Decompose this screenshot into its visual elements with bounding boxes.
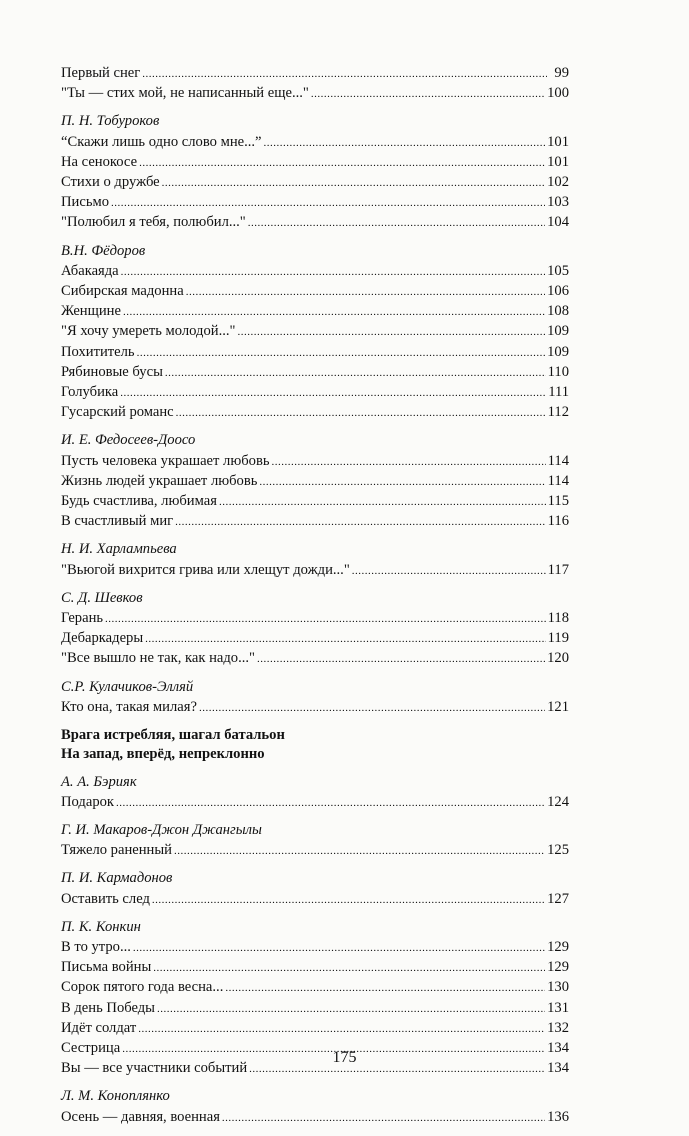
entry-title: Первый снег bbox=[61, 65, 141, 81]
dot-leader bbox=[248, 214, 545, 233]
author-name: П. К. Конкин bbox=[61, 918, 141, 935]
entry-page-number: 103 bbox=[547, 194, 569, 211]
toc-section bbox=[61, 773, 569, 813]
entry-page-number: 118 bbox=[547, 610, 569, 627]
entry-title: Кто она, такая милая? bbox=[61, 698, 197, 715]
entry-page-number: 100 bbox=[547, 85, 569, 102]
entry-title: Тяжело раненный bbox=[61, 842, 172, 859]
dot-leader bbox=[259, 473, 545, 492]
entry-page-number: 101 bbox=[547, 153, 569, 170]
dot-leader bbox=[157, 1000, 545, 1019]
entry-page-number: 130 bbox=[547, 979, 569, 996]
toc-entry bbox=[61, 841, 569, 861]
entry-title: Похититель bbox=[61, 343, 135, 360]
dot-leader bbox=[133, 939, 545, 958]
toc-entry bbox=[61, 403, 569, 423]
entry-page-number: 109 bbox=[547, 323, 569, 340]
dot-leader bbox=[111, 194, 545, 213]
toc-entry bbox=[61, 1108, 569, 1128]
entry-title: "Вьюгой вихрится грива или хлещут дожди..." bbox=[61, 561, 350, 578]
toc-section bbox=[61, 242, 569, 424]
dot-leader bbox=[139, 154, 545, 173]
dot-leader bbox=[219, 493, 546, 512]
toc-entry bbox=[61, 978, 569, 998]
dot-leader bbox=[120, 384, 546, 403]
entry-page-number: 114 bbox=[547, 472, 569, 489]
dot-leader bbox=[176, 404, 546, 423]
toc-section bbox=[61, 678, 569, 718]
entry-title: Сорок пятого года весна... bbox=[61, 979, 224, 996]
section-heading-line: На запад, вперёд, непреклонно bbox=[61, 746, 265, 763]
author-name: А. А. Бэрияк bbox=[61, 773, 137, 790]
dot-leader bbox=[105, 610, 546, 629]
entry-page-number: 110 bbox=[547, 363, 569, 380]
toc-section bbox=[61, 540, 569, 580]
dot-leader bbox=[175, 513, 545, 532]
table-of-contents bbox=[61, 64, 569, 1136]
entry-title: Будь счастлива, любимая bbox=[61, 493, 217, 510]
dot-leader bbox=[165, 364, 546, 383]
entry-title: Оставить след bbox=[61, 890, 150, 907]
entry-title: Сибирская мадонна bbox=[61, 283, 184, 300]
entry-title: Абакаяда bbox=[61, 262, 119, 279]
entry-title: "Ты — стих мой, не написанный еще..." bbox=[61, 85, 309, 102]
entry-title: Рябиновые бусы bbox=[61, 363, 163, 380]
toc-entry bbox=[61, 561, 569, 581]
entry-page-number: 108 bbox=[547, 303, 569, 320]
toc-entry bbox=[61, 793, 569, 813]
dot-leader bbox=[142, 65, 547, 84]
dot-leader bbox=[138, 1020, 545, 1039]
toc-entry bbox=[61, 64, 569, 84]
dot-leader bbox=[257, 650, 545, 669]
entry-page-number: 111 bbox=[548, 384, 569, 401]
author-name: Л. М. Коноплянко bbox=[61, 1088, 170, 1105]
dot-leader bbox=[116, 794, 545, 813]
section-heading-line: Врага истребляя, шагал батальон bbox=[61, 727, 285, 744]
toc-entry bbox=[61, 492, 569, 512]
toc-section bbox=[61, 589, 569, 670]
toc-entry bbox=[61, 609, 569, 629]
toc-entry bbox=[61, 890, 569, 910]
entry-title: Гусарский романс bbox=[61, 404, 174, 421]
entry-title: "Я хочу умереть молодой..." bbox=[61, 323, 236, 340]
entry-page-number: 120 bbox=[547, 650, 569, 667]
entry-page-number: 115 bbox=[547, 493, 569, 510]
toc-entry bbox=[61, 472, 569, 492]
entry-page-number: 119 bbox=[547, 630, 569, 647]
entry-page-number: 104 bbox=[547, 214, 569, 231]
author-name: И. Е. Федосеев-Доосо bbox=[61, 432, 196, 449]
dot-leader bbox=[199, 699, 545, 718]
section-heading bbox=[61, 726, 569, 764]
author-name: Г. И. Макаров-Джон Джангылы bbox=[61, 821, 262, 838]
toc-entry bbox=[61, 1019, 569, 1039]
entry-page-number: 136 bbox=[547, 1108, 569, 1125]
toc-section bbox=[61, 821, 569, 861]
toc-entry bbox=[61, 133, 569, 153]
entry-title: Голубика bbox=[61, 384, 119, 401]
entry-title: Стихи о дружбе bbox=[61, 174, 160, 191]
author-name: В.Н. Фёдоров bbox=[61, 242, 146, 259]
toc-entry bbox=[61, 153, 569, 173]
entry-title: На сенокосе bbox=[61, 153, 138, 170]
entry-page-number: 125 bbox=[547, 842, 569, 859]
entry-page-number: 134 bbox=[547, 1060, 569, 1077]
entry-page-number: 99 bbox=[554, 65, 569, 81]
toc-entry bbox=[61, 173, 569, 193]
dot-leader bbox=[162, 174, 545, 193]
dot-leader bbox=[352, 562, 546, 581]
dot-leader bbox=[152, 891, 545, 910]
toc-section bbox=[61, 726, 569, 764]
entry-title: Сестрица bbox=[61, 1039, 121, 1056]
toc-entry bbox=[61, 363, 569, 383]
entry-page-number: 124 bbox=[547, 793, 569, 810]
toc-entry bbox=[61, 452, 569, 472]
toc-entry bbox=[61, 938, 569, 958]
entry-title: Подарок bbox=[61, 793, 115, 810]
entry-page-number: 127 bbox=[547, 890, 569, 907]
dot-leader bbox=[121, 263, 545, 282]
entry-title: “Скажи лишь одно слово мне...” bbox=[61, 133, 262, 150]
toc-entry bbox=[61, 322, 569, 342]
toc-entry bbox=[61, 999, 569, 1019]
author-name: С.Р. Кулачиков-Элляй bbox=[61, 678, 194, 695]
entry-title: Идёт солдат bbox=[61, 1019, 137, 1036]
toc-entry bbox=[61, 512, 569, 532]
entry-title: Дебаркадеры bbox=[61, 630, 144, 647]
toc-section bbox=[61, 869, 569, 909]
toc-entry bbox=[61, 84, 569, 104]
entry-title: Жизнь людей украшает любовь bbox=[61, 472, 258, 489]
entry-title: Вы — все участники событий bbox=[61, 1060, 248, 1077]
toc-entry bbox=[61, 302, 569, 322]
toc-entry bbox=[61, 958, 569, 978]
entry-page-number: 134 bbox=[547, 1039, 569, 1056]
entry-page-number: 129 bbox=[547, 938, 569, 955]
entry-page-number: 106 bbox=[547, 283, 569, 300]
entry-title: В день Победы bbox=[61, 999, 155, 1016]
entry-page-number: 109 bbox=[547, 343, 569, 360]
dot-leader bbox=[311, 85, 545, 104]
toc-entry bbox=[61, 343, 569, 363]
entry-title: Женщине bbox=[61, 303, 121, 320]
entry-page-number: 114 bbox=[547, 452, 569, 469]
entry-page-number: 132 bbox=[547, 1019, 569, 1036]
toc-section bbox=[61, 431, 569, 532]
entry-title: В счастливый миг bbox=[61, 513, 174, 530]
toc-entry bbox=[61, 213, 569, 233]
dot-leader bbox=[225, 979, 545, 998]
toc-entry bbox=[61, 649, 569, 669]
entry-page-number: 102 bbox=[547, 174, 569, 191]
entry-page-number: 117 bbox=[547, 561, 569, 578]
entry-title: Письмо bbox=[61, 194, 110, 211]
entry-page-number: 131 bbox=[547, 999, 569, 1016]
toc-entry bbox=[61, 383, 569, 403]
entry-page-number: 101 bbox=[547, 133, 569, 150]
dot-leader bbox=[272, 453, 546, 472]
author-name: П. Н. Тобуроков bbox=[61, 113, 160, 130]
dot-leader bbox=[137, 344, 546, 363]
entry-page-number: 112 bbox=[547, 404, 569, 421]
page-number: 175 bbox=[332, 1049, 357, 1066]
entry-title: Герань bbox=[61, 610, 104, 627]
toc-entry bbox=[61, 193, 569, 213]
dot-leader bbox=[145, 630, 545, 649]
toc-section bbox=[61, 112, 569, 233]
toc-entry bbox=[61, 629, 569, 649]
toc-section bbox=[61, 1087, 569, 1127]
entry-title: Осень — давняя, военная bbox=[61, 1108, 220, 1125]
entry-title: "Все вышло не так, как надо..." bbox=[61, 650, 255, 667]
entry-page-number: 129 bbox=[547, 959, 569, 976]
toc-entry bbox=[61, 282, 569, 302]
dot-leader bbox=[186, 283, 545, 302]
entry-page-number: 105 bbox=[547, 262, 569, 279]
dot-leader bbox=[153, 959, 545, 978]
entry-title: Письма войны bbox=[61, 959, 152, 976]
toc-section bbox=[61, 64, 569, 104]
author-name: С. Д. Шевков bbox=[61, 589, 143, 606]
dot-leader bbox=[123, 303, 545, 322]
entry-page-number: 116 bbox=[547, 513, 569, 530]
author-name: П. И. Кармадонов bbox=[61, 870, 173, 887]
entry-title: "Полюбил я тебя, полюбил..." bbox=[61, 214, 246, 231]
dot-leader bbox=[264, 134, 546, 153]
dot-leader bbox=[238, 323, 546, 342]
dot-leader bbox=[222, 1109, 545, 1128]
toc-entry bbox=[61, 698, 569, 718]
entry-page-number: 121 bbox=[547, 698, 569, 715]
entry-title: Пусть человека украшает любовь bbox=[61, 452, 270, 469]
toc-entry bbox=[61, 262, 569, 282]
dot-leader bbox=[174, 842, 545, 861]
entry-title: В то утро... bbox=[61, 938, 131, 955]
author-name: Н. И. Харлампьева bbox=[61, 541, 177, 558]
